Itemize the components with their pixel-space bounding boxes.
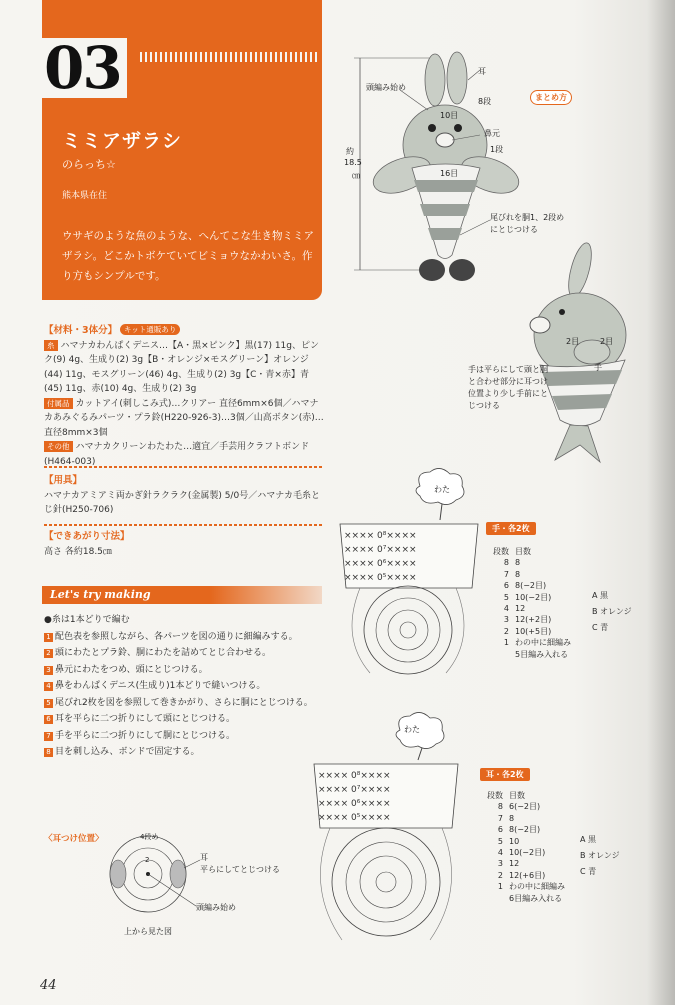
step-item — [44, 662, 334, 679]
label-tail-note: 尾びれを胴1、2段めにとじつける — [490, 213, 565, 234]
page-number: 44 — [40, 978, 57, 993]
step-text: ●糸は1本どりで編む — [44, 615, 130, 625]
step-number: 7 — [44, 732, 53, 741]
kit-badge: キット通販あり — [120, 324, 180, 335]
row-sts: 8 — [515, 569, 521, 579]
ear-pos-ear: 耳 — [200, 853, 208, 862]
step-item — [44, 711, 334, 728]
row-sts: 12 — [515, 604, 526, 614]
row-num — [486, 649, 512, 660]
divider — [44, 466, 322, 468]
size-text: 高さ 各約18.5㎝ — [44, 546, 112, 557]
parts-text: カットアイ(刺しこみ式)…クリアー 直径6mm×6個／ハマナカあみぐるみパーツ・プラ鈴(H220-926-3)…3個／山高ボタン(赤)…直径8mm×3個 — [44, 398, 324, 438]
table-row — [480, 813, 568, 824]
row-sts: 6(−2目) — [509, 802, 541, 812]
row-num: 3 — [503, 615, 509, 625]
row-num: 8 — [503, 558, 509, 568]
step-item — [44, 744, 334, 761]
step-number: 1 — [44, 633, 53, 642]
svg-text:×××× 0⁷××××: ×××× 0⁷×××× — [344, 545, 417, 555]
label-row1: 1段 — [490, 145, 504, 154]
author-location: 熊本県在住 — [62, 191, 108, 201]
table-row — [486, 580, 574, 591]
table-row — [486, 569, 574, 580]
ear-row-table — [480, 790, 568, 904]
table-row — [480, 881, 568, 892]
svg-text:×××× 0⁷××××: ×××× 0⁷×××× — [318, 785, 391, 795]
table-row — [480, 801, 568, 812]
divider — [44, 524, 322, 526]
color-b: B オレンジ — [592, 607, 632, 616]
step-text: 頭にわたとプラ鈴、胴にわたを詰めてとじ合わせる。 — [55, 648, 272, 658]
row-num: 6 — [497, 825, 503, 835]
size-heading: 【できあがり寸法】 — [44, 531, 130, 542]
tools-heading: 【用具】 — [44, 475, 83, 486]
size-section — [44, 530, 324, 559]
row-sts: 12(+2目) — [515, 615, 552, 625]
table-row — [486, 603, 574, 614]
table-row — [486, 614, 574, 625]
table-row — [486, 626, 574, 637]
ear-position-heading: 〈耳つけ位置〉 — [44, 834, 104, 844]
label-row2-right: 2目 — [600, 337, 614, 346]
row-sts: 8 — [509, 813, 515, 823]
svg-text:×××× 0⁸××××: ×××× 0⁸×××× — [344, 531, 417, 541]
row-sts: わの中に細編み — [515, 638, 571, 648]
step-item — [44, 678, 334, 695]
materials-section — [44, 324, 324, 469]
row-num: 3 — [497, 859, 503, 869]
step-text: 耳を平らに二つ折りにして頭にとじつける。 — [55, 714, 236, 724]
row-sts: 10(−2目) — [509, 848, 546, 858]
ear-pos-row4: 4段め — [140, 833, 159, 841]
table-row — [480, 836, 568, 847]
yarn-tag: 糸 — [44, 340, 58, 351]
col-rows: 段数 — [487, 791, 503, 800]
assembly-badge: まとめ方 — [530, 90, 572, 105]
table-row — [480, 858, 568, 869]
row-sts: 12(+6目) — [509, 870, 546, 880]
label-row2-left: 2目 — [566, 337, 580, 346]
step-text: 配色表を参照しながら、各パーツを図の通りに細編みする。 — [55, 631, 298, 642]
step-item — [44, 645, 334, 662]
step-item — [44, 695, 324, 712]
color-a: A 黒 — [592, 591, 609, 600]
label-hand-note: 手は平らにして頭と胴と合わせ部分に耳つけ位置より少し手前にとじつける — [468, 365, 548, 410]
label-nose: 鼻元 — [484, 129, 500, 138]
step-number: 4 — [44, 682, 53, 691]
row-num: 4 — [497, 848, 503, 858]
step-text: 手を平らに二つ折りにして胴にとじつける。 — [55, 730, 236, 741]
ear-pos-head-start: 頭編み始め — [196, 903, 236, 912]
row-sts: 5目編み入れる — [515, 649, 569, 659]
other-text: ハマナカクリーンわたわた…適宜／手芸用クラフトボンド(H464-003) — [44, 442, 310, 467]
table-row — [486, 592, 574, 603]
svg-text:×××× 0⁵××××: ×××× 0⁵×××× — [344, 573, 417, 583]
row-sts: 8(−2目) — [515, 581, 547, 591]
row-num: 4 — [503, 604, 509, 614]
row-num: 5 — [503, 592, 509, 602]
row-num: 7 — [503, 569, 509, 579]
table-row — [480, 893, 568, 904]
pattern-number: 03 — [34, 38, 127, 98]
color-c: C 青 — [580, 867, 597, 876]
step-number: 3 — [44, 666, 53, 675]
table-row — [480, 870, 568, 881]
hand-color-key — [592, 588, 632, 636]
row-sts: 10 — [509, 836, 520, 846]
svg-text:×××× 0⁵××××: ×××× 0⁵×××× — [318, 813, 391, 823]
svg-text:×××× 0⁸××××: ×××× 0⁸×××× — [318, 771, 391, 781]
row-num — [480, 893, 506, 904]
row-num: 7 — [497, 813, 503, 823]
step-item — [44, 728, 334, 745]
table-row — [480, 847, 568, 858]
row-num: 6 — [503, 581, 509, 591]
svg-text:×××× 0⁶××××: ×××× 0⁶×××× — [318, 799, 391, 809]
page-title: ミミアザラシ — [62, 130, 183, 152]
label-hand: 手 — [594, 363, 602, 372]
label-row16: 16目 — [440, 169, 459, 178]
ear-cloud-label: わた — [404, 725, 420, 734]
col-sts: 目数 — [509, 791, 525, 800]
intro-text: ウサギのような魚のような、へんてこな生き物ミミアザラシ。どこかトボケていてビミョウなかわいさ。作り方もシンプルです。 — [62, 230, 314, 282]
color-c: C 青 — [592, 623, 609, 632]
step-text: 目を刺し込み、ボンドで固定する。 — [55, 747, 200, 757]
step-number: 2 — [44, 649, 53, 658]
row-num: 8 — [497, 802, 503, 812]
ear-pos-row2: 2 — [145, 856, 150, 864]
row-num: 2 — [497, 870, 503, 880]
author-name: のらっち☆ — [62, 158, 116, 171]
step-number: 8 — [44, 748, 53, 757]
row-sts: 10(−2目) — [515, 592, 552, 602]
row-num: 2 — [503, 626, 509, 636]
label-head-start: 頭編み始め — [366, 83, 406, 92]
label-height: 18.5 — [344, 158, 362, 167]
row-sts: 12 — [509, 859, 520, 869]
step-number: 6 — [44, 715, 53, 724]
row-sts: 8(−2目) — [509, 825, 541, 835]
row-num: 1 — [497, 882, 503, 892]
ear-crochet-chart — [306, 708, 486, 958]
ear-chart-label: 耳・各2枚 — [480, 768, 530, 781]
table-row — [486, 637, 574, 648]
ear-pos-note: 平らにしてとじつける — [200, 865, 280, 874]
label-row10: 10目 — [440, 111, 459, 120]
step-item — [44, 629, 334, 646]
hand-chart-label: 手・各2枚 — [486, 522, 536, 535]
tools-text: ハマナカアミアミ両かぎ針ラクラク(金属製) 5/0号／ハマナカ毛糸とじ針(H250-706) — [44, 490, 321, 515]
label-height-unit: ㎝ — [352, 171, 360, 180]
svg-text:×××× 0⁶××××: ×××× 0⁶×××× — [344, 559, 417, 569]
step-text: 鼻元にわたをつめ、頭にとじつける。 — [55, 664, 208, 675]
label-height-about: 約 — [346, 147, 354, 156]
color-b: B オレンジ — [580, 851, 620, 860]
col-rows: 段数 — [493, 547, 509, 556]
row-sts: 6目編み入れる — [509, 893, 563, 903]
color-a: A 黒 — [580, 835, 597, 844]
row-sts: 8 — [515, 558, 521, 568]
title-panel — [42, 0, 322, 300]
step-number: 5 — [44, 699, 53, 708]
hand-row-table — [486, 546, 574, 660]
ear-position-diagram — [100, 828, 210, 928]
row-num: 1 — [503, 638, 509, 648]
yarn-text: ハマナカわんぱくデニス…【A・黒×ピンク】黒(17) 11g、ピンク(9) 4g、生成り(2) 3g【B・オレンジ×モスグリーン】オレンジ(44) 11g、モスグリーン(46) 4g、生成り(2) 3g【C・青×赤】青(45) 11g、赤(10) 4g、生成り(2) 3g — [44, 340, 319, 394]
parts-tag: 付属品 — [44, 398, 73, 409]
lets-try-banner — [42, 586, 322, 604]
table-row — [486, 557, 574, 568]
ear-color-key — [580, 832, 620, 880]
label-row8: 8段 — [478, 97, 492, 106]
hatch-decoration — [140, 52, 318, 62]
table-header — [486, 546, 574, 557]
side-view-illustration — [500, 240, 660, 470]
lets-try-label: Let's try making — [50, 588, 151, 601]
hand-cloud-label: わた — [434, 485, 450, 494]
step-text: 鼻をわんぱくデニス(生成り)1本どりで縫いつける。 — [55, 681, 266, 691]
materials-heading: 【材料・3体分】 — [44, 325, 118, 336]
label-ear: 耳 — [478, 67, 486, 76]
row-sts: わの中に細編み — [509, 882, 565, 892]
table-row — [486, 649, 574, 660]
steps-list — [44, 612, 334, 761]
row-sts: 10(+5目) — [515, 626, 552, 636]
col-sts: 目数 — [515, 547, 531, 556]
table-header — [480, 790, 568, 801]
hand-crochet-chart — [330, 468, 490, 688]
step-text: 尾びれ2枚を図を参照して巻きかがり、さらに胴にとじつける。 — [55, 697, 313, 708]
tools-section — [44, 474, 324, 518]
ear-pos-caption: 上から見た図 — [124, 927, 172, 936]
row-num: 5 — [497, 836, 503, 846]
table-row — [480, 824, 568, 835]
step-item — [44, 612, 334, 629]
other-tag: その他 — [44, 441, 73, 452]
